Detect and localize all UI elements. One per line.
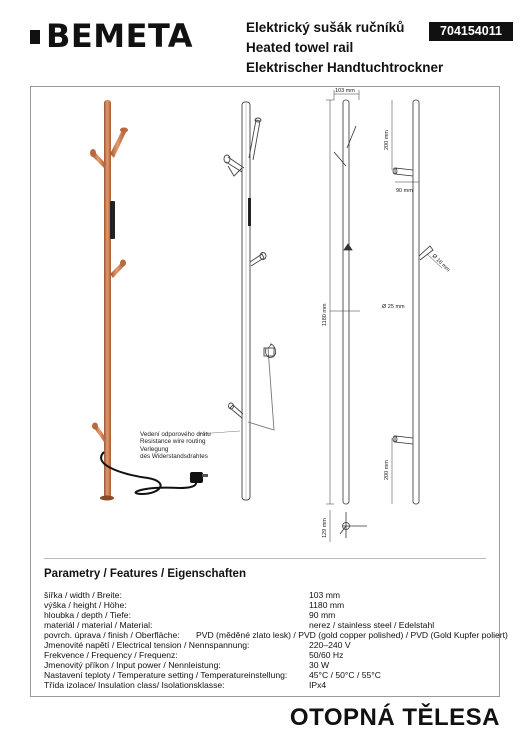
feature-row: šířka / width / Breite: 103 mm: [44, 590, 341, 600]
dim-hook-label: Ø 16 mm: [430, 253, 451, 274]
dim-height-label: 1180 mm: [322, 303, 328, 326]
dim-top-label: 200 mm: [384, 130, 390, 150]
dim-bottom-label: 200 mm: [384, 460, 390, 480]
dim-width-label: 103 mm: [335, 88, 355, 94]
product-code-badge: 704154011: [429, 22, 513, 41]
title-de: Elektrischer Handtuchtrockner: [246, 60, 444, 75]
dim-tube-label: Ø 25 mm: [382, 304, 405, 310]
product-titles: [246, 18, 443, 78]
feature-row: Jmenovité napětí / Electrical tension / Nennspannung: 220–240 V: [44, 640, 351, 650]
feature-row: materiál / material / Material: nerez / stainless steel / Edelstahl: [44, 620, 435, 630]
product-drawing: [30, 86, 500, 556]
dimension-labels: [322, 88, 451, 538]
title-cz: Elektrický sušák ručníků: [246, 20, 405, 35]
title-en: Heated towel rail: [246, 40, 354, 55]
feature-row: výška / height / Höhe: 1180 mm: [44, 600, 345, 610]
dim-depth-label: 90 mm: [396, 188, 413, 194]
logo-mark: [30, 30, 40, 44]
dim-base-label: 129 mm: [322, 518, 328, 538]
wiring-note: Vedení odporového drátu Resistance wire routing Verlegung des Widerstandsdrahtes: [140, 431, 211, 461]
feature-row: Nastavení teploty / Temperature setting / Temperatureinstellung: 45°C / 50°C / 55°C: [44, 670, 381, 680]
features-title: Parametry / Features / Eigenschaften: [44, 568, 246, 580]
feature-row: Třída izolace/ Insulation class/ Isolationsklasse: IPx4: [44, 680, 327, 690]
section-divider: [44, 558, 486, 559]
feature-row: hloubka / depth / Tiefe: 90 mm: [44, 610, 336, 620]
feature-row: Jmenovitý příkon / Input power / Nennleistung: 30 W: [44, 660, 330, 670]
feature-row: Frekvence / Frequency / Frequenz: 50/60 Hz: [44, 650, 344, 660]
brand-logo: BEMETA: [46, 17, 194, 55]
feature-row: povrch. úprava / finish / Oberfläche: PVD (měděné zlato lesk) / PVD (gold copper polished) / PVD (Gold Kupfer poliert): [44, 630, 508, 640]
category-footer: OTOPNÁ TĚLESA: [289, 704, 500, 731]
